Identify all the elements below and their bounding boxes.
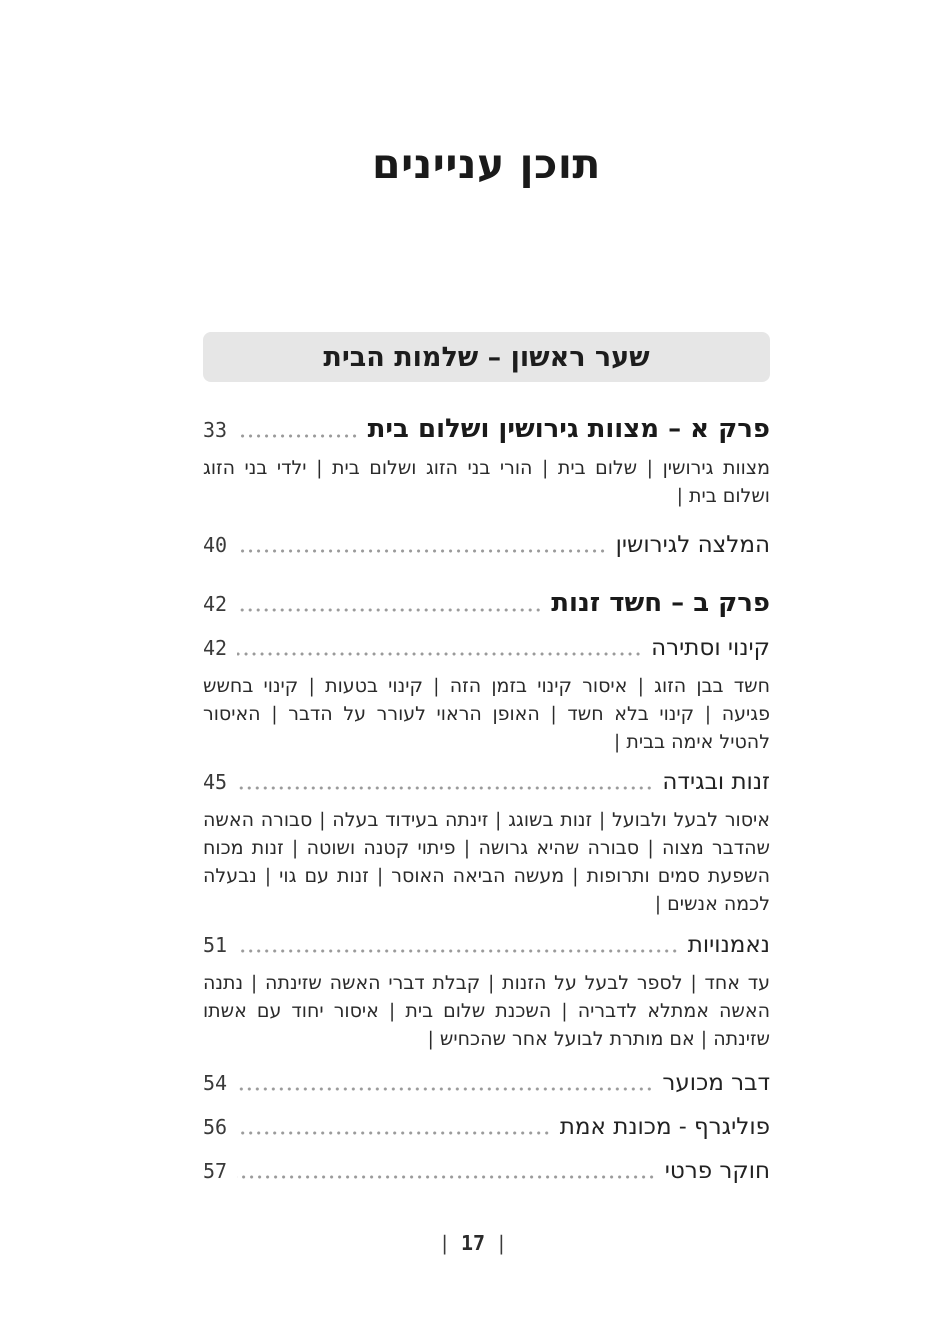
toc-entry-subtopics: מצוות גירושין | שלום בית | הורי בני הזוג ושלום בית | ילדי בני הזוג ושלום בית |	[203, 457, 770, 507]
dotted-leader	[237, 1110, 551, 1144]
toc-entry-title: פרק ב – חשד זנות	[551, 588, 770, 618]
toc-entry-page-number: 54	[203, 1071, 228, 1095]
toc-entry-subtopics: עד אחד | לספר לבעל על הזנות | קבלת דברי האשה שזינתה | נתנה האשה אמתלא לדבריה | השכנת שלום בית | איסור יחוד עם אשתו שזינתה | אם מותרת לבועל אחר שהכחיש |	[203, 972, 770, 1050]
toc-entry-page-number: 51	[203, 933, 228, 957]
toc-entry-title: פרק א – מצוות גירושין ושלום בית	[367, 414, 770, 444]
section-banner	[203, 332, 770, 382]
toc-entry	[203, 928, 770, 962]
toc-entry	[203, 1154, 770, 1188]
toc-entry-subtopics: איסור לבעל ולבועל | זנות בשוגג | זינתה בעידוד בעלה | סבורה האשה שהדבר מצוה | סבורה שהיא גרושה | פיתוי קטנה ושוטה | זנות מכוח השפעת סמים ותרופות | מעשה הביאה האוסר | זנות עם גוי | נבעלה לכמה אנשים |	[203, 809, 770, 915]
toc-entry-page-number: 57	[203, 1159, 228, 1183]
toc-entry-page-number: 45	[203, 770, 228, 794]
toc-entry	[203, 528, 770, 562]
dotted-leader	[237, 631, 642, 665]
toc-entry-page-number: 56	[203, 1115, 228, 1139]
dotted-leader	[237, 1066, 653, 1100]
toc-entry-title: זנות ובגידה	[662, 769, 770, 795]
toc-entry-title: פוליגרף - מכונת אמת	[559, 1114, 770, 1140]
dotted-leader	[237, 528, 607, 562]
toc-entry-page-number: 40	[203, 533, 228, 557]
dotted-leader	[237, 1154, 656, 1188]
dotted-leader	[237, 928, 679, 962]
toc-entry-title: המלצה לגירושין	[615, 532, 770, 558]
dotted-leader	[237, 412, 359, 447]
toc-entry-page-number: 33	[203, 418, 228, 442]
page-footer	[0, 1231, 946, 1255]
toc-entry-chapter-2	[203, 586, 770, 621]
toc-entry	[203, 765, 770, 799]
toc-entry-title: קינוי וסתירה	[651, 635, 770, 661]
footer-bar-left: |	[441, 1231, 448, 1255]
dotted-leader	[237, 765, 653, 799]
footer-bar-right: |	[498, 1231, 505, 1255]
toc-entry-title: נאמנויות	[687, 932, 770, 958]
section-banner-label: שער ראשון – שלמות הבית	[323, 341, 650, 373]
toc-entry-chapter-1	[203, 412, 770, 447]
toc-entry-title: דבר מכוער	[662, 1070, 770, 1096]
toc-entry-page-number: 42	[203, 592, 228, 616]
dotted-leader	[237, 586, 542, 621]
toc-entry	[203, 1066, 770, 1100]
footer-page-number: 17	[460, 1231, 486, 1255]
toc-entry-subtopics: חשד בבן הזוג | איסור קינוי בזמן הזה | קינוי בטעות | קינוי בחשש פגיעה | קינוי בלא חשד | האופן הראוי לעורר על הדבר | האיסור להטיל אימה בבית |	[203, 675, 770, 753]
page-title: תוכן עניינים	[372, 140, 601, 188]
content-column	[203, 0, 770, 1188]
toc-entry-title: חוקר פרטי	[664, 1158, 770, 1184]
toc-entry	[203, 631, 770, 665]
toc-entry-page-number: 42	[203, 636, 228, 660]
toc-entry	[203, 1110, 770, 1144]
